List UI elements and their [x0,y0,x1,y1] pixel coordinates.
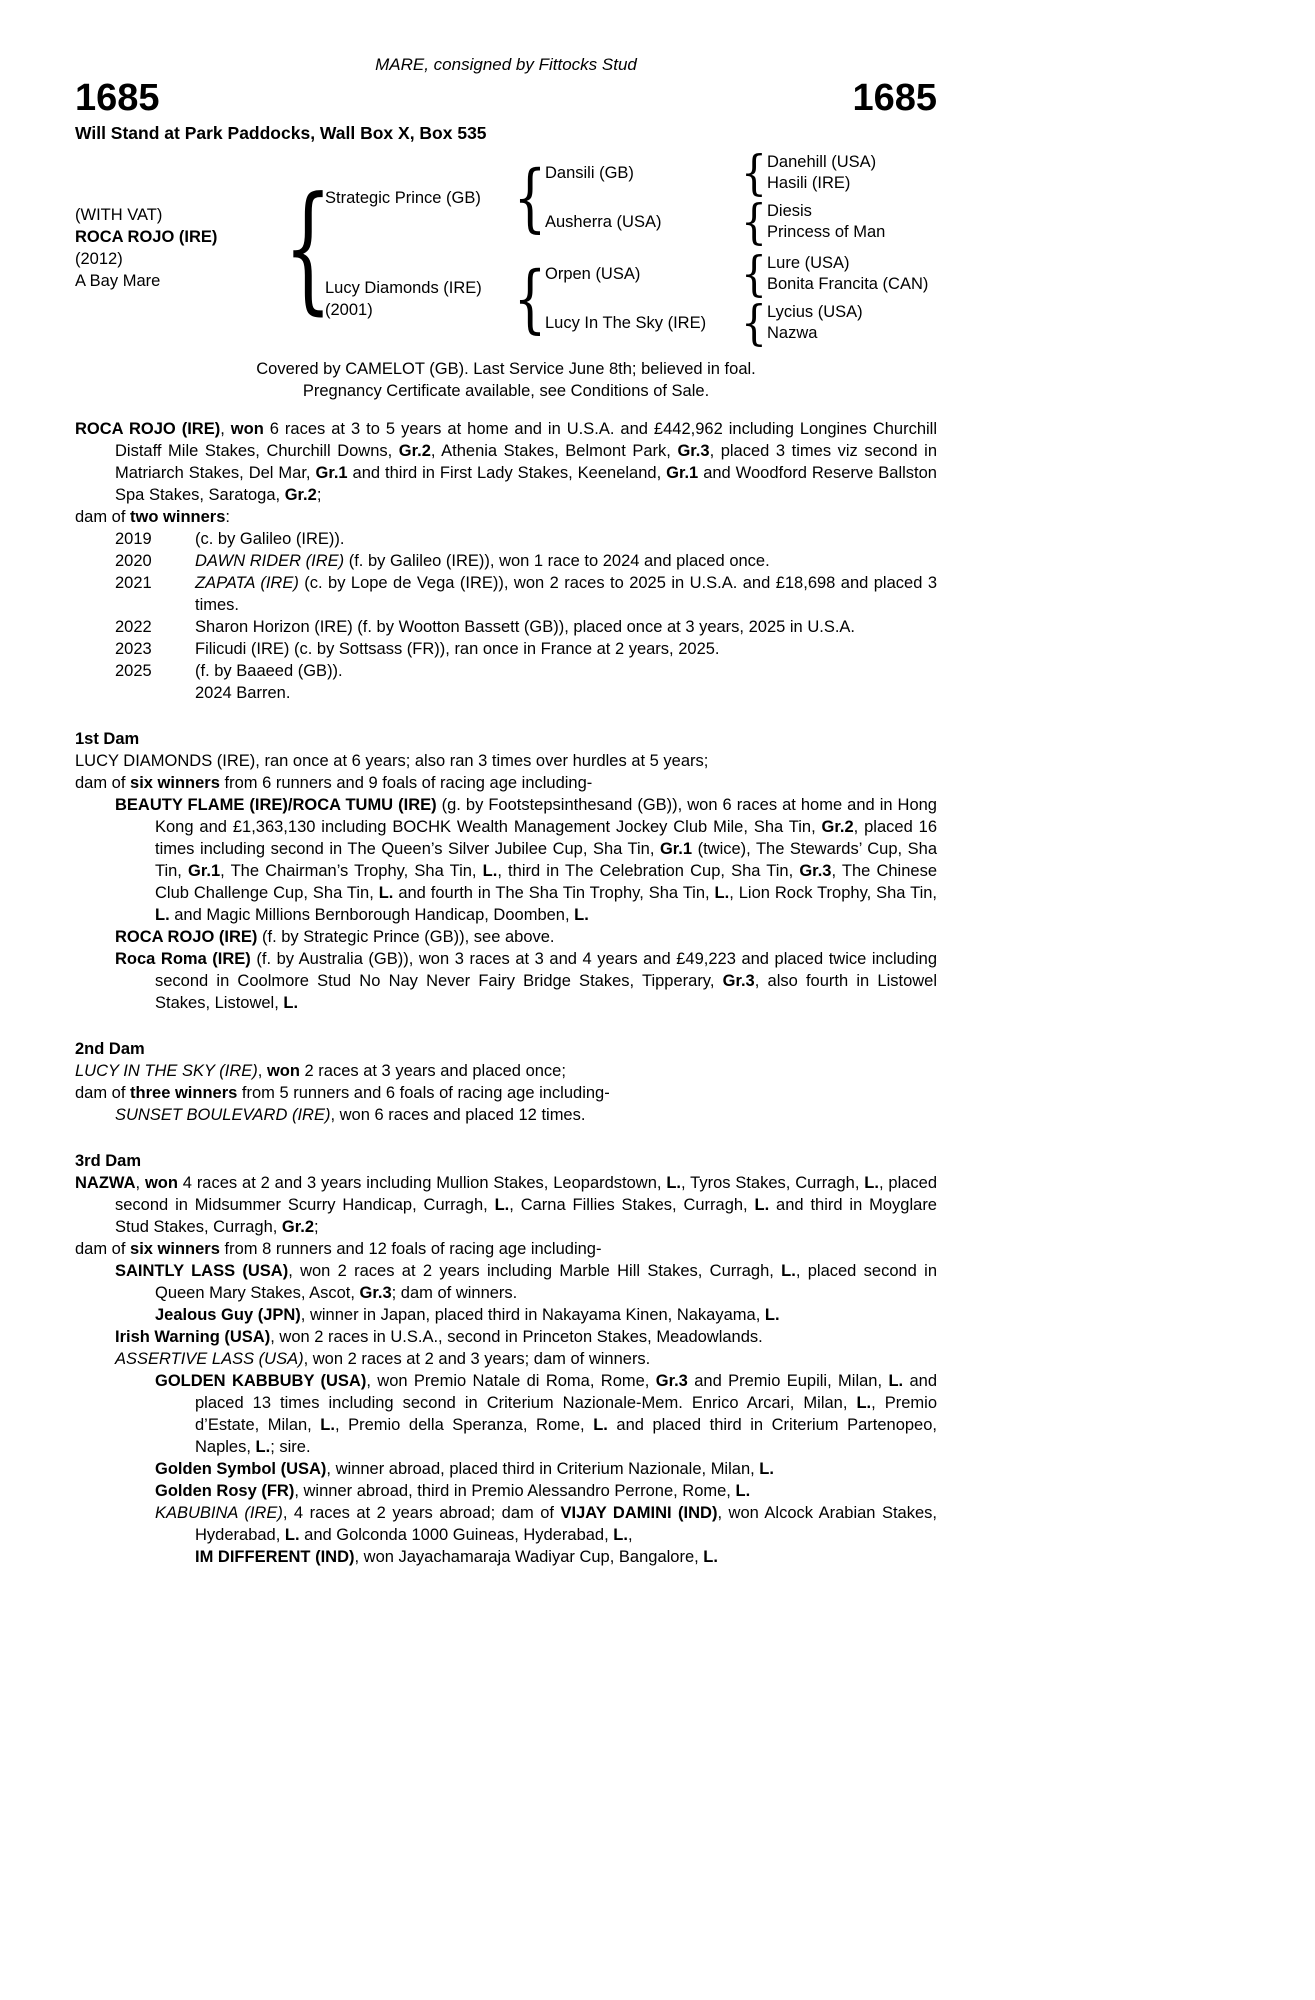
pedigree-entry: SAINTLY LASS (USA), won 2 races at 2 years including Marble Hill Stakes, Curragh, L., placed second in Queen Mary Stakes, Ascot, Gr.3; dam of winners. [115,1262,937,1302]
progeny-row [75,616,937,638]
lot-number-row [75,78,937,118]
stand-location-line: Will Stand at Park Paddocks, Wall Box X, Box 535 [75,123,487,143]
dam-dam-parents [767,302,863,344]
sire-sire-parents [767,152,876,194]
pedigree-entry: IM DIFFERENT (IND), won Jayachamaraja Wadiyar Cup, Bangalore, L. [195,1548,718,1566]
progeny-row [75,572,937,616]
sire-dam-sire-name: Diesis [767,202,812,220]
progeny-year [115,682,195,704]
pedigree-entry: Irish Warning (USA), won 2 races in U.S.A., second in Princeton Stakes, Meadowlands. [115,1328,763,1346]
dam-sire-branch: Orpen (USA) { Lure (USA) Bonita Francita (CAN) [545,246,929,302]
covered-line: Covered by CAMELOT (GB). Last Service June 8th; believed in foal. [256,360,756,378]
pedigree-entry: Roca Roma (IRE) (f. by Australia (GB)), won 3 races at 3 and 4 years and £49,223 and placed twice including second in Coolmore Stud No Nay Never Fairy Bridge Stakes, Tipperary, Gr.3, also fourth in Listowel Stakes, Listowel, L. [115,950,938,1012]
dam-sire-parents [767,253,928,295]
vat-note: (WITH VAT) [75,206,163,224]
third-dam-intro: NAZWA, won 4 races at 2 and 3 years including Mullion Stakes, Leopardstown, L., Tyros Stakes, Curragh, L., placed second in Midsummer Scurry Handicap, Curragh, L., Carna Fillies Stakes, Curragh, L. and third in Moyglare Stud Stakes, Curragh, Gr.2; [75,1174,938,1236]
dam-foaling-year: (2001) [325,300,373,319]
sire-dam-name: Ausherra (USA) [545,213,662,231]
mare-summary [75,204,291,292]
dam-name-block [325,277,515,321]
progeny-text: ZAPATA (IRE) (c. by Lope de Vega (IRE)), won 2 races to 2025 in U.S.A. and £18,698 and placed 3 times. [195,574,937,614]
pedigree-entry: Golden Rosy (FR), winner abroad, third in Premio Alessandro Perrone, Rome, L. [155,1482,751,1500]
sire-dam-branch: Ausherra (USA) { Diesis Princess of Man [545,194,886,250]
progeny-text: DAWN RIDER (IRE) (f. by Galileo (IRE)), won 1 race to 2024 and placed once. [195,552,770,570]
section-heading-1st-dam: 1st Dam [75,730,140,748]
dam-branch: Lucy Diamonds (IRE) (2001) { Orpen (USA) { Lure (USA) Bonita Francita (CAN) Lucy In The Sky (IRE) { Lycius (USA) Nazwa [325,246,929,351]
dam-generation-2-column [545,246,929,351]
sire-sire-branch: Dansili (GB) { Danehill (USA) Hasili (IRE) [545,145,877,201]
sire-dam-dam-name: Princess of Man [767,223,886,241]
progeny-row [75,682,937,704]
pedigree-entry: KABUBINA (IRE), 4 races at 2 years abroad; dam of VIJAY DAMINI (IND), won Alcock Arabian Stakes, Hyderabad, L. and Golconda 1000 Guineas, Hyderabad, L., [155,1504,937,1544]
pedigree-entry: GOLDEN KABBUBY (USA), won Premio Natale di Roma, Rome, Gr.3 and Premio Eupili, Milan, L. and placed 13 times including second in Criterium Nazionale-Mem. Enrico Arcari, Milan, L., Premio d’Estate, Milan, L., Premio della Speranza, Rome, L. and placed third in Criterium Partenopeo, Naples, L.; sire. [155,1372,938,1456]
section-heading-2nd-dam: 2nd Dam [75,1040,145,1058]
progeny-row [75,528,937,550]
progeny-row [75,660,937,682]
lot-number-right: 1685 [852,77,937,119]
sire-sire-dam-name: Hasili (IRE) [767,174,851,192]
second-dam-intro: LUCY IN THE SKY (IRE), won 2 races at 3 years and placed once; [75,1062,566,1080]
sire-dam-parents [767,201,885,243]
progeny-text: Sharon Horizon (IRE) (f. by Wootton Bassett (GB)), placed once at 3 years, 2025 in U.S.A. [195,618,855,636]
progeny-text: (f. by Baaeed (GB)). [195,662,343,680]
dam-sire-sire-name: Lure (USA) [767,254,850,272]
progeny-text: 2024 Barren. [195,684,291,702]
first-dam-dam-of-line: dam of six winners from 6 runners and 9 foals of racing age including- [75,774,593,792]
progeny-row [75,638,937,660]
race-record-paragraph: ROCA ROJO (IRE), won 6 races at 3 to 5 years at home and in U.S.A. and £442,962 including Longines Churchill Distaff Mile Stakes, Churchill Downs, Gr.2, Athenia Stakes, Belmont Park, Gr.3, placed 3 times viz second in Matriarch Stakes, Del Mar, Gr.1 and third in First Lady Stakes, Keeneland, Gr.1 and Woodford Reserve Ballston Spa Stakes, Saratoga, Gr.2; [75,420,938,504]
progeny-year: 2019 [115,530,152,548]
lot-number-left: 1685 [75,77,160,119]
first-dam-intro: LUCY DIAMONDS (IRE), ran once at 6 years; also ran 3 times over hurdles at 5 years; [75,752,709,770]
progeny-text: (c. by Galileo (IRE)). [195,530,345,548]
consignment-line: MARE, consigned by Fittocks Stud [375,55,637,74]
dam-dam-name: Lucy In The Sky (IRE) [545,314,707,332]
sire-branch: Strategic Prince (GB) { Dansili (GB) { Danehill (USA) Hasili (IRE) Ausherra (USA) { Diesis Princess of Man [325,145,886,250]
dam-dam-dam-name: Nazwa [767,324,818,342]
dam-dam-sire-name: Lycius (USA) [767,303,863,321]
pedigree-entry: ASSERTIVE LASS (USA), won 2 races at 2 and 3 years; dam of winners. [115,1350,651,1368]
pedigree-entry: ROCA ROJO (IRE) (f. by Strategic Prince (GB)), see above. [115,928,555,946]
progeny-text: Filicudi (IRE) (c. by Sottsass (FR)), ran once in France at 2 years, 2025. [195,640,720,658]
pedigree-entry: Jealous Guy (JPN), winner in Japan, placed third in Nakayama Kinen, Nakayama, L. [155,1306,780,1324]
mare-name: ROCA ROJO (IRE) [75,228,218,246]
pedigree-entry: BEAUTY FLAME (IRE)/ROCA TUMU (IRE) (g. by Footstepsinthesand (GB)), won 6 races at home and in Hong Kong and £1,363,130 including BOCHK Wealth Management Jockey Club Mile, Sha Tin, Gr.2, placed 16 times including second in The Queen’s Silver Jubilee Cup, Sha Tin, Gr.1 (twice), The Stewards’ Cup, Sha Tin, Gr.1, The Chairman’s Trophy, Sha Tin, L., third in The Celebration Cup, Sha Tin, Gr.3, The Chinese Club Challenge Cup, Sha Tin, L. and fourth in The Sha Tin Trophy, Sha Tin, L., Lion Rock Trophy, Sha Tin, L. and Magic Millions Bernborough Handicap, Doomben, L. [115,796,938,924]
progeny-year: 2025 [115,662,152,680]
sire-generation-2-column [545,145,886,250]
progeny-year: 2023 [115,640,152,658]
mare-foaling-year: (2012) [75,250,123,268]
page-content [75,54,937,1568]
progeny-row [75,550,937,572]
dam-dam-branch: Lucy In The Sky (IRE) { Lycius (USA) Nazwa [545,295,863,351]
sire-sire-sire-name: Danehill (USA) [767,153,877,171]
pedigree-table: (WITH VAT) ROCA ROJO (IRE) (2012) A Bay Mare { Strategic Prince (GB) { Dansili (GB) { Danehill (USA) Hasili (IRE) Ausherra (USA) { Diesis Princess of Man Lucy Diamonds (IRE) (2001) { Orpen (USA) { Lure (USA) Bonita Francita (CAN) Lucy In The Sky (IRE) { Lycius (USA) Nazwa [75,145,929,351]
sire-name: Strategic Prince (GB) [325,188,481,207]
pregnancy-line: Pregnancy Certificate available, see Conditions of Sale. [302,382,710,400]
sire-sire-name: Dansili (GB) [545,164,634,182]
progeny-year: 2022 [115,618,152,636]
generation-1-column [325,145,929,351]
dam-sire-name: Orpen (USA) [545,265,641,283]
progeny-year: 2021 [115,574,152,592]
dam-name: Lucy Diamonds (IRE) [325,278,482,297]
second-dam-dam-of-line: dam of three winners from 5 runners and 6 foals of racing age including- [75,1084,610,1102]
dam-sire-dam-name: Bonita Francita (CAN) [767,275,929,293]
third-dam-dam-of-line: dam of six winners from 8 runners and 12 foals of racing age including- [75,1240,602,1258]
dam-of-line: dam of two winners: [75,508,230,526]
pedigree-entry: Golden Symbol (USA), winner abroad, placed third in Criterium Nazionale, Milan, L. [155,1460,774,1478]
progeny-list [75,528,937,704]
mare-description: A Bay Mare [75,272,161,290]
progeny-year: 2020 [115,552,152,570]
pedigree-entry: SUNSET BOULEVARD (IRE), won 6 races and placed 12 times. [115,1106,586,1124]
section-heading-3rd-dam: 3rd Dam [75,1152,142,1170]
